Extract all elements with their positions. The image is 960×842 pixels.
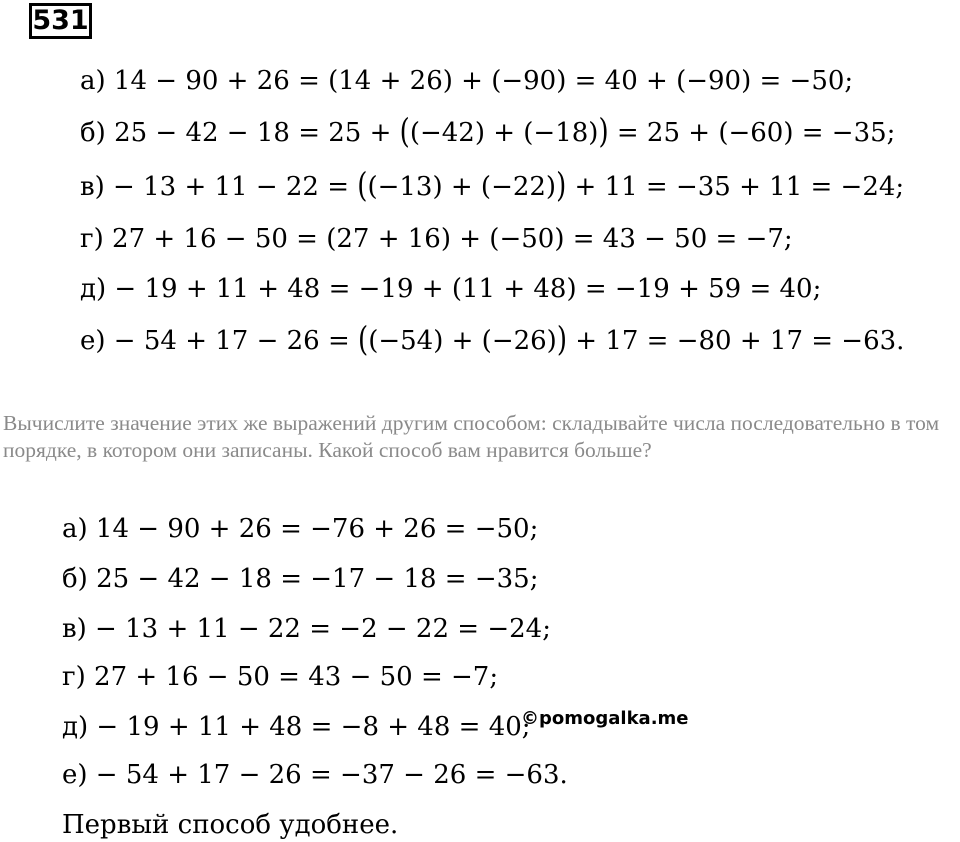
expression-part: (−54) + (−26) [368,326,557,356]
item-label: г) [80,224,104,254]
expression-part: (−13) + (−22) [367,172,557,202]
expression: − 19 + 11 + 48 = −8 + 48 = 40; [96,712,531,742]
second-solution-line-a [62,512,538,546]
solution-line-v [80,166,905,206]
item-label: д) [62,712,89,742]
item-label: в) [62,614,87,644]
item-label: е) [62,760,88,790]
big-open-paren: ( [399,112,410,152]
second-solution-line-d [62,710,531,744]
expression-part: − 54 + 17 − 26 = [113,326,359,356]
conclusion: Первый способ удобнее. [62,810,399,840]
expression: − 19 + 11 + 48 = −19 + (11 + 48) = −19 + 59 = 40; [114,274,822,304]
item-label: а) [80,66,106,96]
second-solution-line-v [62,612,551,646]
task-number: 531 [29,3,92,39]
expression: 14 − 90 + 26 = (14 + 26) + (−90) = 40 + (−90) = −50; [113,66,854,96]
solution-line-a [80,64,853,98]
item-label: б) [62,564,88,594]
big-close-paren: ) [556,320,567,360]
solution-line-e [80,320,905,360]
expression-part: + 17 = −80 + 17 = −63. [567,326,905,356]
item-label: а) [62,514,88,544]
solution-line-d [80,272,821,306]
expression: 25 − 42 − 18 = −17 − 18 = −35; [96,564,539,594]
second-solution-line-g [62,660,498,694]
big-close-paren: ) [556,166,567,206]
big-open-paren: ( [358,320,369,360]
expression-part: + 11 = −35 + 11 = −24; [566,172,905,202]
expression-part: = 25 + (−60) = −35; [608,118,896,148]
expression: 14 − 90 + 26 = −76 + 26 = −50; [95,514,539,544]
solution-line-g [80,222,793,256]
expression-part: − 13 + 11 − 22 = [113,172,358,202]
second-solution-line-e [62,758,568,792]
expression: 27 + 16 − 50 = (27 + 16) + (−50) = 43 − 50 = −7; [112,224,793,254]
expression-part: 25 − 42 − 18 = 25 + [114,118,400,148]
big-open-paren: ( [357,166,368,206]
item-label: е) [80,326,106,356]
item-label: в) [80,172,105,202]
big-close-paren: ) [598,112,609,152]
task-prompt: Вычислите значение этих же выражений другим способом: складывайте числа последовательно в том порядке, в котором они записаны. Какой способ вам нравится больше? [3,411,940,462]
expression: − 54 + 17 − 26 = −37 − 26 = −63. [95,760,568,790]
watermark: ©pomogalka.me [521,708,689,729]
expression: − 13 + 11 − 22 = −2 − 22 = −24; [95,614,551,644]
item-label: г) [62,662,86,692]
item-label: д) [80,274,107,304]
expression-part: (−42) + (−18) [409,118,599,148]
solution-line-b [80,112,896,152]
expression: 27 + 16 − 50 = 43 − 50 = −7; [94,662,499,692]
item-label: б) [80,118,106,148]
second-solution-line-b [62,562,538,596]
